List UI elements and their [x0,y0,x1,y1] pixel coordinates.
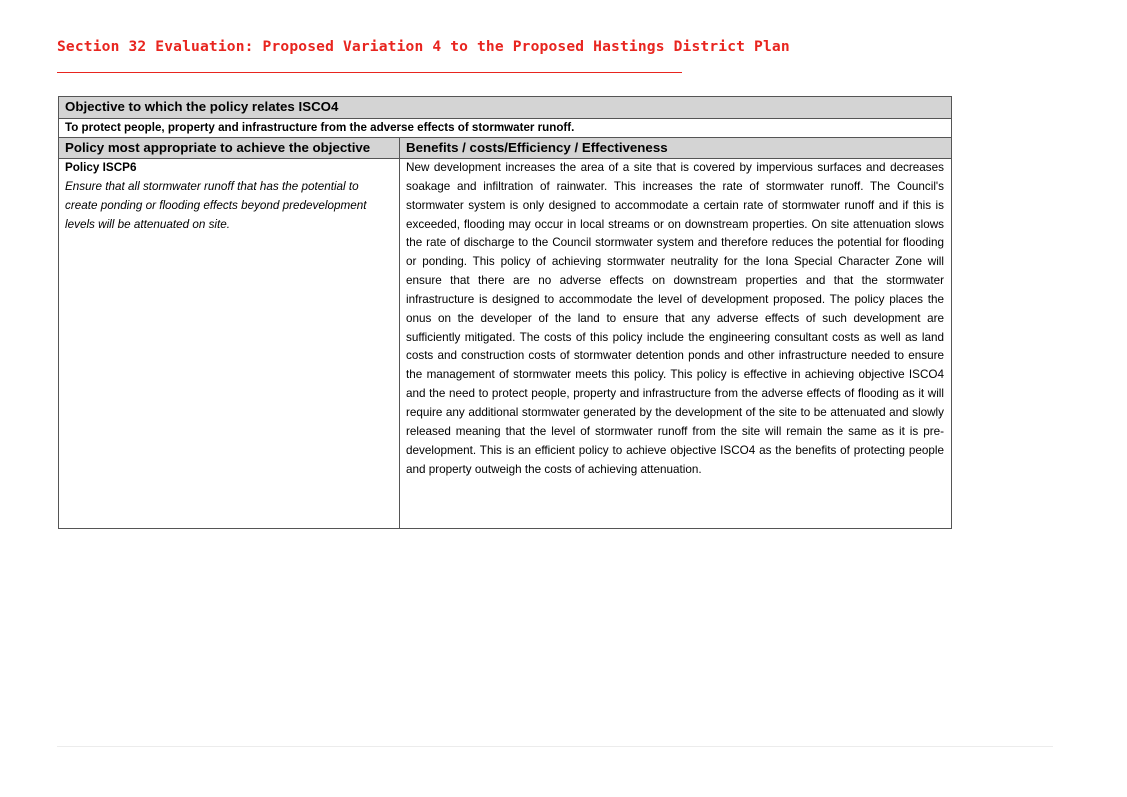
objective-heading-row [59,97,952,119]
document-header [57,38,790,56]
benefits-column-heading: Benefits / costs/Efficiency / Effectiveness [400,138,952,159]
objective-heading: Objective to which the policy relates ISCO4 [59,97,952,119]
evaluation-table [58,96,952,529]
page-title: Section 32 Evaluation: Proposed Variation 4 to the Proposed Hastings District Plan [57,38,790,55]
policy-column-heading: Policy most appropriate to achieve the objective [59,138,400,159]
policy-name: Policy ISCP6 [65,161,137,174]
policy-text: Ensure that all stormwater runoff that has the potential to create ponding or flooding effects beyond predevelopment levels will be attenuated on site. [65,179,367,231]
benefits-text: New development increases the area of a site that is covered by impervious surfaces and decreases soakage and infiltration of rainwater. This increases the rate of stormwater runoff. The Council's stormwater system is only designed to accommodate a certain rate of stormwater runoff and if this is exceeded, flooding may occur in local streams or on downstream properties. On site attenuation slows the rate of discharge to the Council stormwater system and therefore reduces the potential for flooding or ponding. This policy of achieving stormwater neutrality for the Iona Special Character Zone will ensure that there are no adverse effects on downstream properties and that the stormwater infrastructure is designed to accommodate the level of development proposed. The policy places the onus on the developer of the land to ensure that any adverse effects of such development are sufficiently mitigated. The costs of this policy include the engineering consultant costs as well as land costs and construction costs of stormwater detention ponds and other infrastructure needed to ensure the management of stormwater meets this policy. This policy is effective in achieving objective ISCO4 and the need to protect people, property and infrastructure from the adverse effects of flooding as it will require any additional stormwater generated by the development of the site to be attenuated and slowly released meaning that the level of stormwater runoff from the site will remain the same as it is pre-development. This is an efficient policy to achieve objective ISCO4 as the benefits of protecting people and property outweigh the costs of achieving attenuation. [406,161,944,476]
column-headings-row [59,138,952,159]
benefits-cell [400,159,952,529]
objective-text: To protect people, property and infrastructure from the adverse effects of stormwater runoff. [59,119,952,138]
objective-text-row [59,119,952,138]
policy-row [59,159,952,529]
policy-cell [59,159,400,529]
title-underline [57,72,682,73]
footer-divider [57,746,1053,747]
